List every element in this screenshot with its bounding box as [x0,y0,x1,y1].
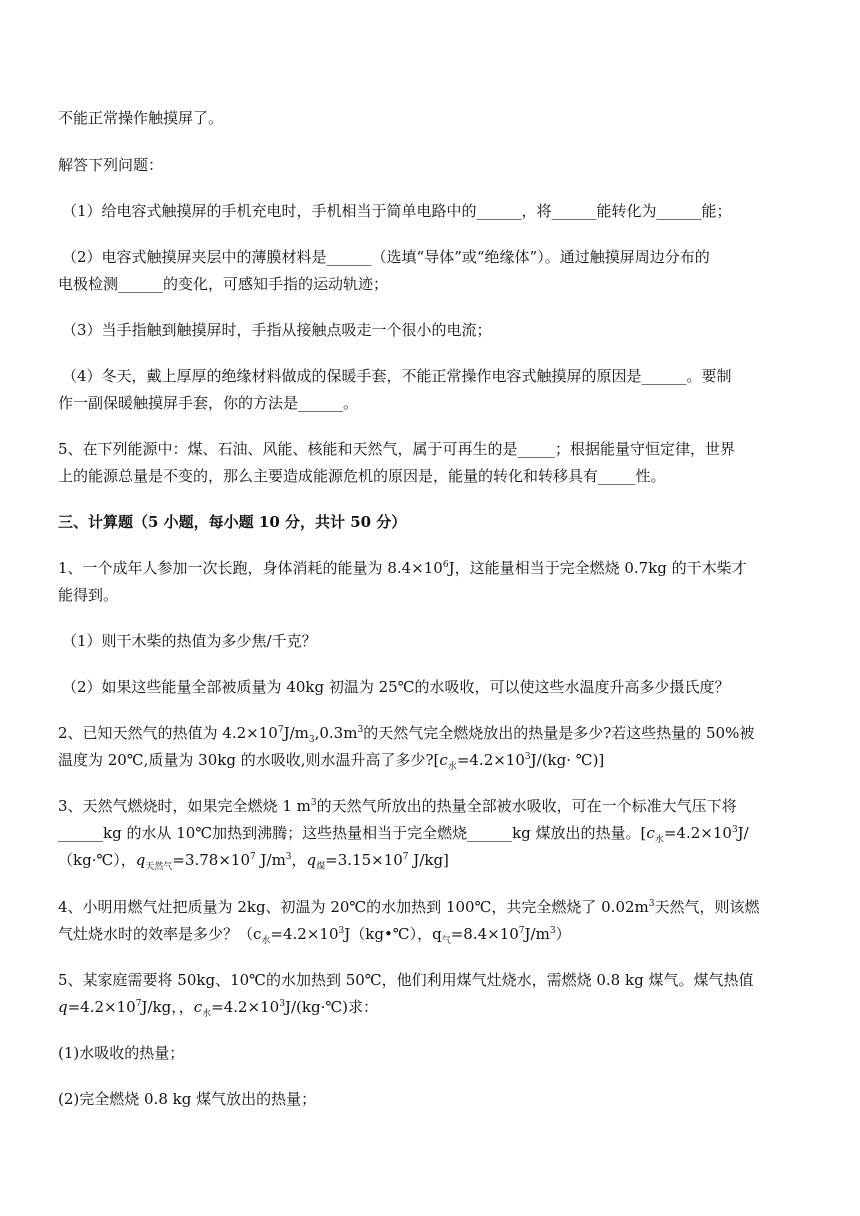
subscript: 水 [447,762,457,772]
question-3: （3）当手指触到触摸屏时，手指从接触点吸走一个很小的电流； [62,321,492,339]
text: （kg·℃）， [58,851,136,869]
text: =4.2×10 [67,998,136,1016]
calc-1-question-2: （2）如果这些能量全部被质量为 40kg 初温为 25℃的水吸收，可以使这些水温度升高多少摄氏度？ [62,678,730,696]
fill-5-line-2: 上的能源总量是不变的，那么主要造成能源危机的原因是，能量的转化和转移具有_____性。 [58,467,666,485]
exponent: 7 [250,852,256,862]
text: J/(kg· ℃)] [530,751,605,769]
calc-1-question-1: （1）则干木柴的热值为多少焦/千克？ [62,632,317,650]
text: J/kg，， [141,998,194,1016]
symbol: c [646,824,655,842]
subscript: 水 [654,835,664,845]
text: ,0.3m [314,724,358,742]
text: =4.2×10 [456,751,525,769]
exponent: 3 [338,926,345,936]
text: 气灶烧水时的效率是多少？（c [58,925,262,943]
question-2-line-2: 电极检测______的变化，可感知手指的运动轨迹； [58,275,389,293]
question-2-line-1: （2）电容式触摸屏夹层中的薄膜材料是______（选填“导体”或“绝缘体”）。通过触摸屏周边分布的 [62,248,710,266]
question-4-line-1: （4）冬天，戴上厚厚的绝缘材料做成的保暖手套，不能正常操作电容式触摸屏的原因是______。要制 [62,367,732,385]
question-1: （1）给电容式触摸屏的手机充电时，手机相当于简单电路中的______，将______能转化为______能； [62,202,732,220]
exponent: 3 [549,926,556,936]
text: 天然气，则该燃 [654,898,760,916]
text: =4.2×10 [270,925,339,943]
text: 4、小明用燃气灶把质量为 2kg、初温为 20℃的水加热到 100℃，共完全燃烧了 0.02m [58,898,649,916]
calc-3-line-1 [58,796,737,816]
exponent: 3 [279,999,285,1009]
exponent: 3 [357,725,364,735]
text: =4.2×10 [211,998,280,1016]
text: 的天然气所放出的热量全部被水吸收，可在一个标准大气压下将 [316,797,737,815]
text: J/m [283,724,309,742]
exponent: 3 [524,752,531,762]
paragraph-intro-end: 不能正常操作触摸屏了。 [58,109,224,127]
text: 的天然气完全燃烧放出的热量是多少?若这些热量的 50%被 [363,724,755,742]
exponent: 7 [402,852,409,862]
calc-5-line-2 [58,997,378,1017]
text: ______kg 的水从 10℃加热到沸腾；这些热量相当于完全燃烧______kg 煤放出的热量。[ [58,824,647,842]
text: J/m [524,925,550,943]
calc-4-line-2 [58,924,571,944]
calc-2-line-2 [58,750,604,770]
exponent: 7 [518,926,525,936]
subscript: 煤 [316,862,326,872]
exponent: 3 [731,825,738,835]
text: 1、一个成年人参加一次长跑，身体消耗的能量为 8.4×10 [58,559,443,577]
text: J/kg] [408,851,449,869]
exponent: 7 [277,725,284,735]
calc-3-line-3 [58,850,449,870]
paragraph-instruction: 解答下列问题： [58,156,164,174]
calc-1-line-1 [58,558,747,578]
calc-1-line-2: 能得到。 [58,586,119,604]
fill-5-line-1: 5、在下列能源中：煤、石油、风能、核能和天然气，属于可再生的是_____；根据能量守恒定律，世界 [58,440,736,458]
subscript: 气 [441,936,451,946]
text: J，这能量相当于完全燃烧 0.7kg 的干木柴才 [448,559,747,577]
calc-5-question-1: (1)水吸收的热量； [58,1044,185,1062]
text: ， [291,851,307,869]
text: =4.2×10 [663,824,732,842]
symbol: q [135,851,146,869]
text: J（kg•℃），q [344,925,442,943]
section-3-heading: 三、计算题（5 小题，每小题 10 分，共计 50 分） [58,513,407,531]
exponent: 3 [648,899,655,909]
calc-4-line-1 [58,897,760,917]
calc-2-line-1 [58,723,754,743]
exponent: 6 [442,560,449,570]
exponent: 3 [285,852,292,862]
symbol: c [193,998,203,1016]
text: =8.4×10 [450,925,519,943]
symbol: c [439,751,448,769]
calc-5-question-2: (2)完全燃烧 0.8 kg 煤气放出的热量； [58,1090,317,1108]
text: 3、天然气燃烧时，如果完全燃烧 1 m [58,797,311,815]
subscript: 水 [261,936,271,946]
text: J/ [737,824,749,842]
subscript: 水 [202,1009,212,1019]
exponent: 3 [310,798,317,808]
text: =3.15×10 [325,851,403,869]
text: 温度为 20℃,质量为 30kg 的水吸收,则水温升高了多少?[ [58,751,440,769]
text: =3.78×10 [172,851,250,869]
text: J/(kg·℃)求： [284,998,378,1016]
calc-5-line-1: 5、某家庭需要将 50kg、10℃的水加热到 50℃，他们利用煤气灶烧水，需燃烧 0.8 kg 煤气。煤气热值 [58,971,754,989]
text: 2、已知天然气的热值为 4.2×10 [58,724,278,742]
subscript: 天然气 [145,862,173,872]
symbol: q [306,851,317,869]
question-4-line-2: 作一副保暖触摸屏手套，你的方法是______。 [58,394,359,412]
subscript: 3 [308,735,315,745]
calc-3-line-2 [58,823,749,843]
symbol: q [58,998,68,1016]
text: J/m [255,851,286,869]
text: ） [555,925,571,943]
exponent: 7 [135,999,142,1009]
